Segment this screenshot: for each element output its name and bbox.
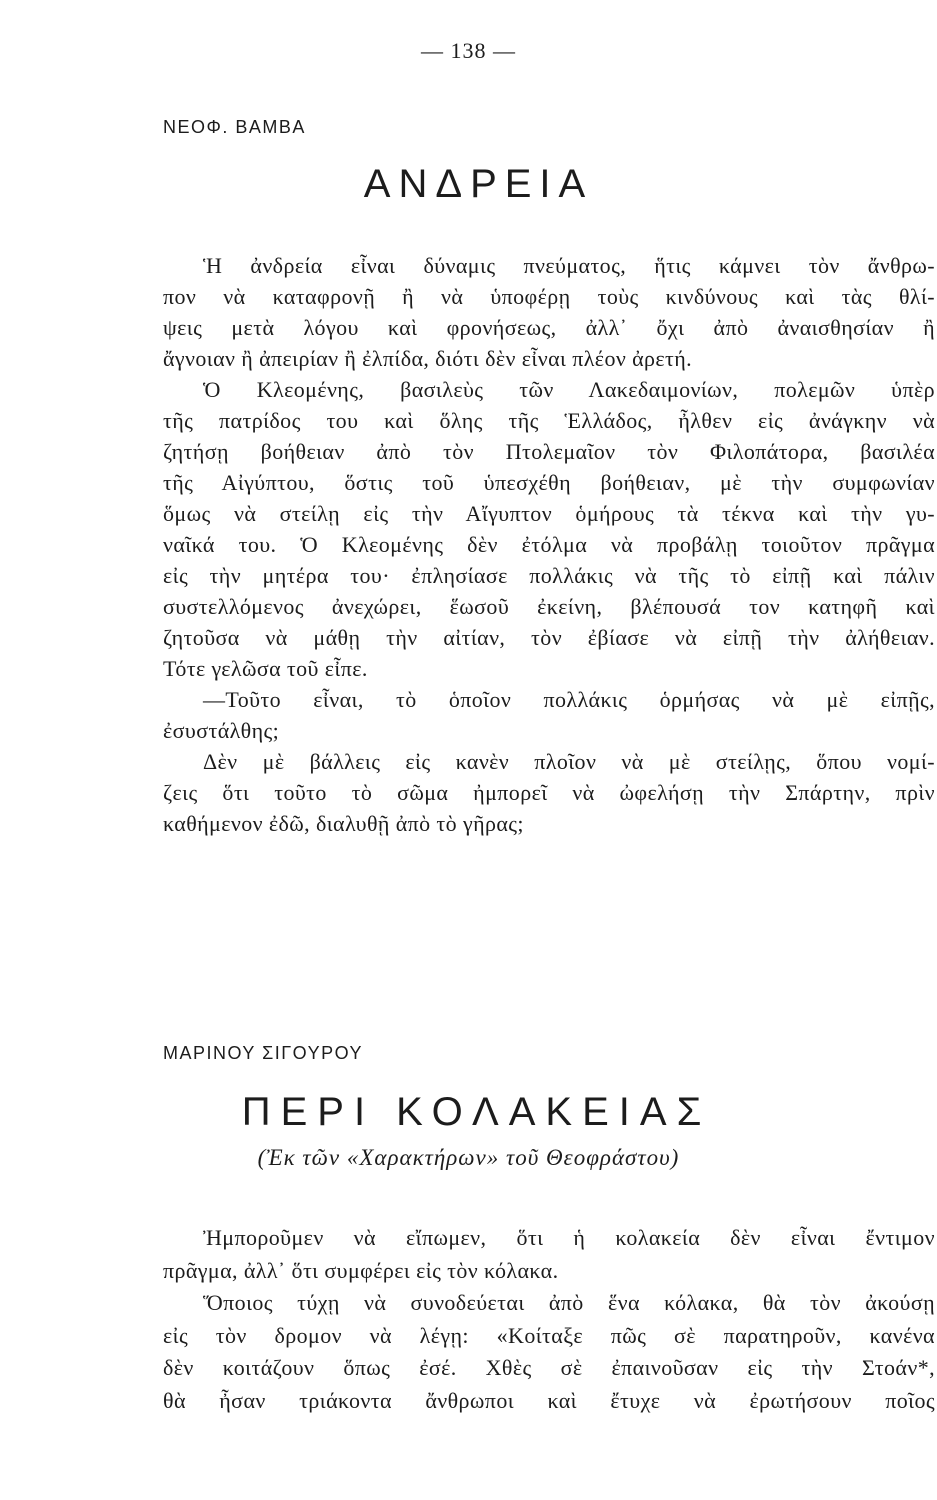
text-line: θὰ ἦσαν τριάκοντα ἄνθρωποι καὶ ἔτυχε νὰ ἐρωτήσουν ποῖος: [163, 1387, 935, 1413]
text-line: ὅμως νὰ στείλῃ εἰς τὴν Αἴγυπτον ὁμήρους τὰ τέκνα καὶ τὴν γυ-: [163, 501, 935, 526]
author-name: ΝΕΟΦ. ΒΑΜΒΑ: [163, 117, 306, 137]
text-line: δὲν κοιτάζουν ὅπως ἐσέ. Χθὲς σὲ ἐπαινοῦσαν εἰς τὴν Στοάν*,: [163, 1355, 935, 1380]
text-line: Τότε γελῶσα τοῦ εἶπε.: [163, 656, 368, 681]
article-subtitle: (Ἐκ τῶν «Χαρακτήρων» τοῦ Θεοφράστου): [257, 1145, 680, 1170]
text-line: Δὲν μὲ βάλλεις εἰς κανὲν πλοῖον νὰ μὲ στείλῃς, ὅπου νομί-: [203, 749, 935, 774]
text-line: ἐσυστάλθης;: [163, 718, 280, 743]
article-body: [163, 250, 935, 839]
text-line: ψεις μετὰ λόγου καὶ φρονήσεως, ἀλλ᾽ ὄχι ἀπὸ ἀναισθησίαν ἢ: [163, 315, 935, 340]
text-line: Ἠμποροῦμεν νὰ εἴπωμεν, ὅτι ἡ κολακεία δὲν εἶναι ἔντιμον: [203, 1225, 935, 1250]
text-line: πρᾶγμα, ἀλλ᾽ ὅτι συμφέρει εἰς τὸν κόλακα.: [163, 1257, 559, 1283]
page-number: — 138 —: [421, 38, 516, 63]
text-line: Ὁ Κλεομένης, βασιλεὺς τῶν Λακεδαιμονίων, πολεμῶν ὑπὲρ: [203, 377, 935, 402]
text-line: ναῖκά του. Ὁ Κλεομένης δὲν ἐτόλμα νὰ προβάλῃ τοιοῦτον πρᾶγμα: [163, 532, 935, 557]
text-line: τῆς Αἰγύπτου, ὅστις τοῦ ὑπεσχέθη βοήθειαν, μὲ τὴν συμφωνίαν: [163, 470, 935, 495]
author-name: ΜΑΡΙΝΟΥ ΣΙΓΟΥΡΟΥ: [163, 1043, 364, 1063]
text-line: ζητήσῃ βοήθειαν ἀπὸ τὸν Πτολεμαῖον τὸν Φιλοπάτορα, βασιλέα: [163, 439, 935, 464]
article-body: [163, 1222, 935, 1417]
text-line: Ὅποιος τύχῃ νὰ συνοδεύεται ἀπὸ ἕνα κόλακα, θὰ τὸν ἀκούσῃ: [203, 1290, 935, 1315]
article-title: ΑΝΔΡΕΙΑ: [363, 162, 594, 206]
text-line: ζεις ὅτι τοῦτο τὸ σῶμα ἠμπορεῖ νὰ ὠφελήσῃ τὴν Σπάρτην, πρὶν: [163, 780, 935, 805]
text-line: συστελλόμενος ἀνεχώρει, ἕωσοῦ ἐκείνη, βλέπουσά τον κατηφῆ καὶ: [163, 594, 935, 619]
text-line: ἄγνοιαν ἢ ἀπειρίαν ἢ ἐλπίδα, διότι δὲν εἶναι πλέον ἀρετή.: [163, 346, 693, 371]
text-line: τῆς πατρίδος του καὶ ὅλης τῆς Ἑλλάδος, ἦλθεν εἰς ἀνάγκην νὰ: [163, 408, 935, 433]
text-line: καθήμενον ἐδῶ, διαλυθῇ ἀπὸ τὸ γῆρας;: [163, 811, 524, 836]
article-title: ΠΕΡΙ ΚΟΛΑΚΕΙΑΣ: [241, 1090, 712, 1134]
text-line: ζητοῦσα νὰ μάθῃ τὴν αἰτίαν, τὸν ἐβίασε νὰ εἰπῇ τὴν ἀλήθειαν.: [163, 625, 935, 650]
text-line: —Τοῦτο εἶναι, τὸ ὁποῖον πολλάκις ὁρμήσας νὰ μὲ εἰπῇς,: [203, 687, 935, 712]
text-line: πον νὰ καταφρονῇ ἢ νὰ ὑποφέρῃ τοὺς κινδύνους καὶ τὰς θλί-: [163, 284, 935, 309]
text-line: Ἡ ἀνδρεία εἶναι δύναμις πνεύματος, ἥτις κάμνει τὸν ἄνθρω-: [203, 253, 935, 278]
text-line: εἰς τὴν μητέρα του· ἐπλησίασε πολλάκις νὰ τῆς τὸ εἰπῇ καὶ πάλιν: [163, 563, 935, 588]
text-line: εἰς τὸν δρομον νὰ λέγῃ: «Κοίταξε πῶς σὲ παρατηροῦν, κανένα: [163, 1322, 935, 1348]
